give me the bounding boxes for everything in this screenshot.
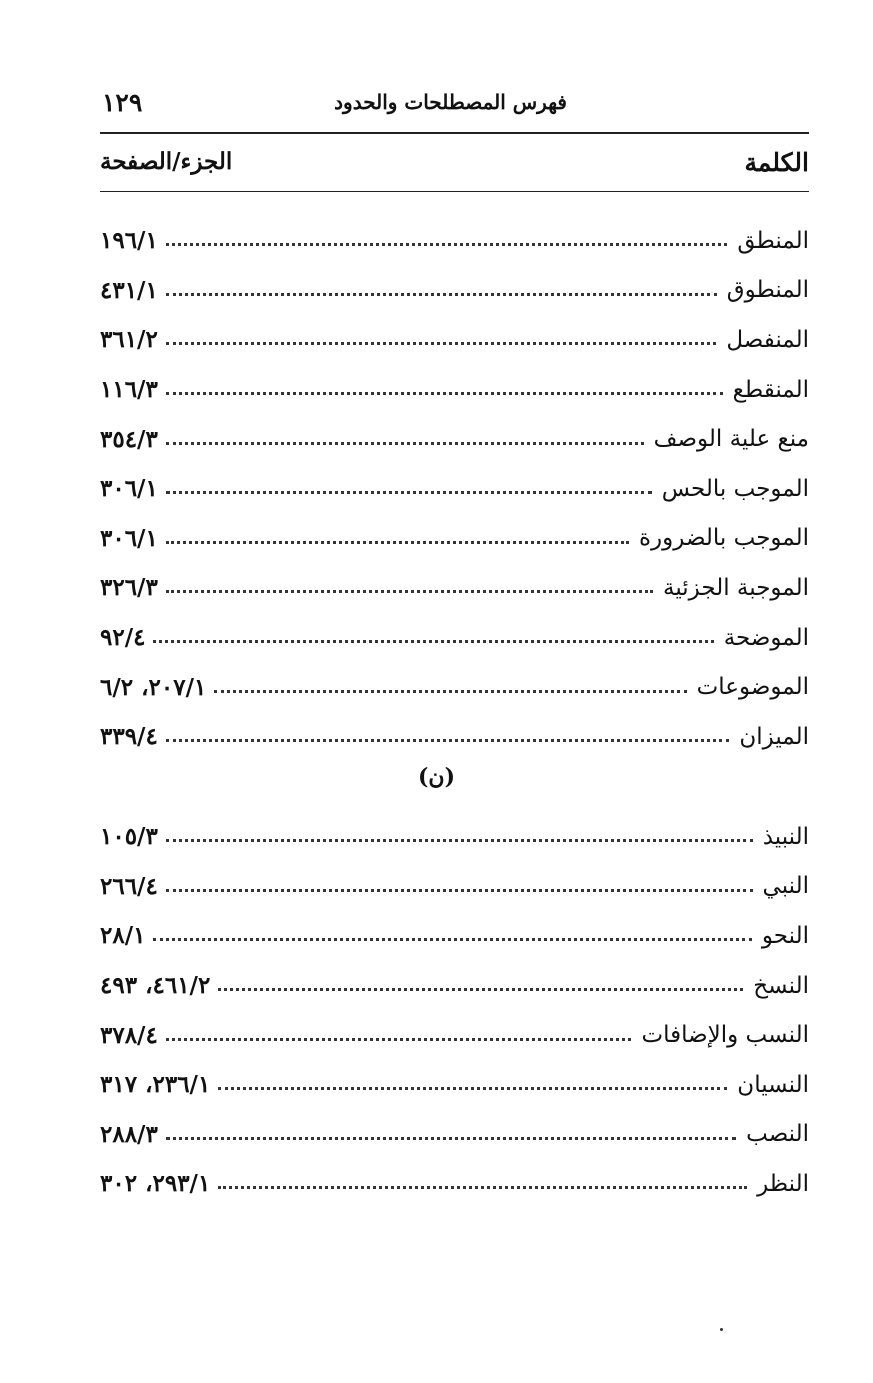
index-term: النسخ	[753, 972, 809, 999]
index-term: منع علية الوصف	[653, 426, 809, 453]
dot-leader	[166, 243, 727, 246]
dot-leader	[214, 690, 686, 693]
index-reference: ٣٥٤/٣	[100, 425, 158, 453]
index-term: النصب	[746, 1121, 809, 1148]
dot-leader	[166, 1038, 632, 1041]
index-reference: ٤٣١/١	[100, 276, 158, 304]
index-term: المنطق	[737, 227, 809, 254]
index-entry	[100, 514, 809, 564]
section-letter-heading: (ن)	[418, 764, 455, 790]
index-term: النسيان	[737, 1071, 809, 1098]
index-reference: ٩٢/٤	[100, 624, 146, 652]
column-headers	[100, 148, 809, 188]
page-number: ١٢٩	[102, 88, 143, 117]
index-term: النحو	[761, 922, 809, 949]
index-entry	[100, 1110, 809, 1160]
index-term: الميزان	[739, 723, 809, 750]
index-entry	[100, 613, 809, 663]
index-term: المنفصل	[726, 326, 809, 353]
index-term: النبي	[762, 873, 809, 900]
index-reference: ٢٦٦/٤	[100, 872, 158, 900]
index-term: الموضحة	[723, 624, 809, 651]
index-reference: ٣٠٦/١	[100, 524, 158, 552]
index-entry	[100, 464, 809, 514]
dot-leader	[166, 392, 723, 395]
index-list-nun	[100, 812, 809, 1209]
index-reference: ٢٨٨/٣	[100, 1120, 158, 1148]
index-reference: ٣٣٩/٤	[100, 723, 158, 751]
index-term: الموضوعات	[696, 674, 809, 701]
dot-leader	[166, 1137, 736, 1140]
index-entry	[100, 961, 809, 1011]
header-rule	[100, 132, 809, 134]
index-entry	[100, 563, 809, 613]
index-term: النبيذ	[762, 823, 809, 850]
column-header-rule	[100, 191, 809, 192]
dot-leader	[166, 839, 753, 842]
index-entry	[100, 1159, 809, 1209]
index-entry	[100, 1010, 809, 1060]
index-list-mim	[100, 216, 809, 762]
index-reference: ٢٩٣/١، ٣٠٢	[100, 1170, 211, 1198]
index-reference: ٣٠٦/١	[100, 475, 158, 503]
dot-leader	[166, 889, 753, 892]
paper-speck	[720, 1328, 723, 1331]
index-term: المنقطع	[732, 376, 809, 403]
running-title: فهرس المصطلحات والحدود	[334, 90, 567, 114]
column-header-word: الكلمة	[744, 148, 809, 177]
dot-leader	[166, 342, 717, 345]
dot-leader	[166, 442, 644, 445]
dot-leader	[218, 1087, 727, 1090]
dot-leader	[166, 541, 629, 544]
dot-leader	[166, 293, 717, 296]
index-entry	[100, 911, 809, 961]
dot-leader	[166, 491, 652, 494]
index-entry	[100, 365, 809, 415]
index-reference: ٢٨/١	[100, 922, 146, 950]
index-reference: ٢٠٧/١، ٦/٢	[100, 673, 207, 701]
running-head	[102, 88, 807, 122]
index-entry	[100, 1060, 809, 1110]
index-entry	[100, 712, 809, 762]
dot-leader	[153, 640, 713, 643]
index-reference: ٣٧٨/٤	[100, 1021, 158, 1049]
index-term: الموجب بالضرورة	[638, 525, 809, 552]
dot-leader	[218, 988, 743, 991]
index-entry	[100, 216, 809, 266]
index-term: الموجبة الجزئية	[663, 574, 809, 601]
index-term: المنطوق	[726, 277, 809, 304]
index-term: النظر	[757, 1170, 809, 1197]
index-reference: ١٠٥/٣	[100, 823, 158, 851]
index-entry	[100, 862, 809, 912]
index-entry	[100, 812, 809, 862]
dot-leader	[218, 1186, 747, 1189]
index-entry	[100, 414, 809, 464]
index-reference: ٣٦١/٢	[100, 326, 158, 354]
index-term: الموجب بالحس	[661, 475, 809, 502]
dot-leader	[153, 938, 751, 941]
column-header-reference: الجزء/الصفحة	[100, 148, 233, 175]
index-reference: ١١٦/٣	[100, 376, 158, 404]
index-entry	[100, 662, 809, 712]
index-reference: ٣٢٦/٣	[100, 574, 158, 602]
index-reference: ١٩٦/١	[100, 227, 158, 255]
dot-leader	[166, 739, 730, 742]
index-reference: ٤٦١/٢، ٤٩٣	[100, 972, 211, 1000]
index-term: النسب والإضافات	[641, 1022, 809, 1049]
index-entry	[100, 266, 809, 316]
index-entry	[100, 315, 809, 365]
index-reference: ٢٣٦/١، ٣١٧	[100, 1071, 211, 1099]
dot-leader	[166, 590, 653, 593]
